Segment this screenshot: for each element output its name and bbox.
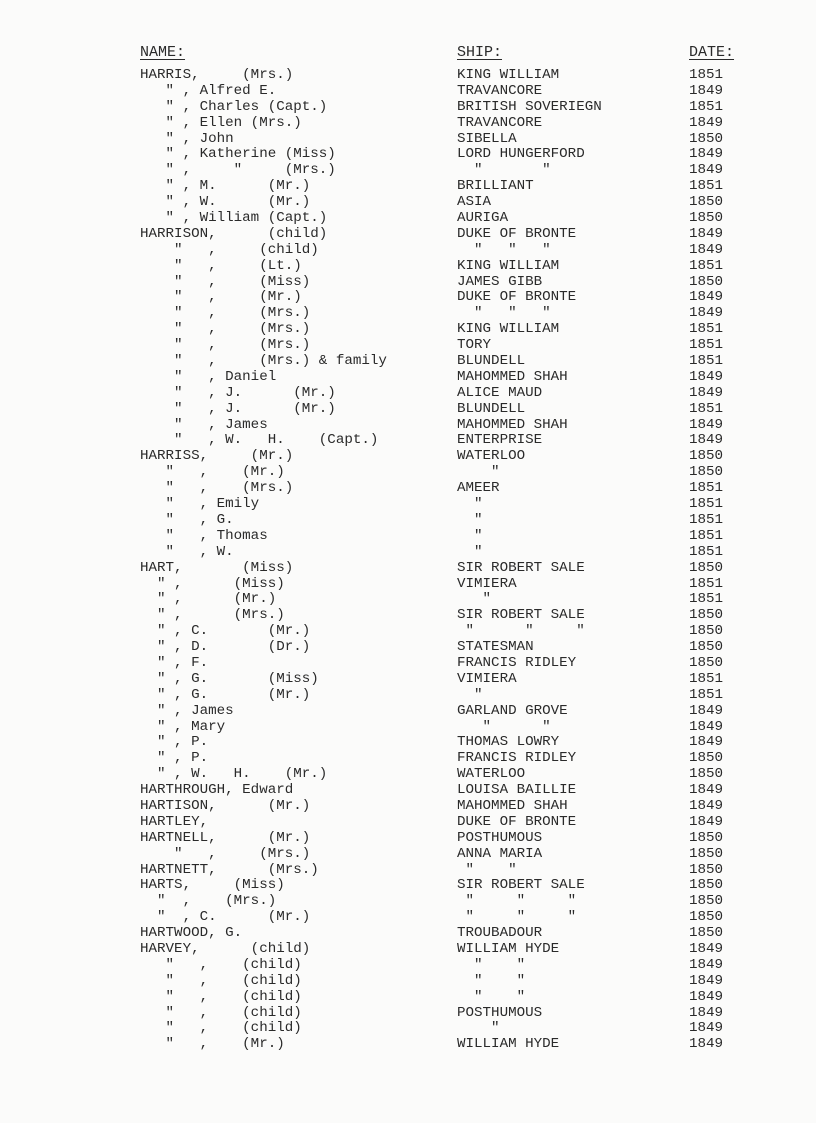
passenger-name: " , (Mrs.): [140, 321, 311, 338]
list-item: [0, 449, 816, 465]
list-item: [0, 132, 816, 148]
ship-name: FRANCIS RIDLEY: [457, 750, 577, 767]
ship-name: LOUISA BAILLIE: [457, 782, 577, 799]
list-item: [0, 751, 816, 767]
list-item: [0, 720, 816, 736]
arrival-date: 1850: [689, 654, 724, 671]
passenger-name: " , Thomas: [140, 527, 268, 544]
passenger-name: " , Mary: [140, 718, 226, 735]
ship-name: " ": [457, 956, 526, 973]
arrival-date: 1849: [689, 1004, 724, 1021]
arrival-date: 1849: [689, 956, 724, 973]
ship-name: ": [457, 591, 492, 608]
ship-name: " " ": [457, 305, 551, 322]
passenger-name: " , James: [140, 416, 268, 433]
arrival-date: 1849: [689, 225, 724, 242]
ship-name: ASIA: [457, 194, 492, 211]
passenger-name: " , M. (Mr.): [140, 178, 311, 195]
ship-name: LORD HUNGERFORD: [457, 146, 585, 163]
ship-name: AMEER: [457, 480, 500, 497]
list-item: [0, 990, 816, 1006]
ship-name: ": [457, 496, 483, 513]
passenger-name: " , " (Mrs.): [140, 162, 336, 179]
passenger-name: " , (Mrs.): [140, 845, 311, 862]
passenger-name: " , W. H. (Mr.): [140, 766, 328, 783]
list-item: [0, 1037, 816, 1053]
passenger-name: " , W. (Mr.): [140, 194, 311, 211]
ship-name: " " ": [457, 909, 577, 926]
ship-name: KING WILLIAM: [457, 67, 560, 83]
list-item: [0, 592, 816, 608]
ship-name: " ": [457, 972, 526, 989]
arrival-date: 1849: [689, 82, 724, 99]
passenger-name: " , C. (Mr.): [140, 623, 311, 640]
passenger-name: " , Ellen (Mrs.): [140, 114, 302, 131]
list-item: [0, 386, 816, 402]
list-item: [0, 1021, 816, 1037]
arrival-date: 1851: [689, 400, 724, 417]
date-column-header: DATE:: [689, 44, 735, 61]
list-item: [0, 227, 816, 243]
arrival-date: 1850: [689, 210, 724, 227]
arrival-date: 1851: [689, 575, 724, 592]
ship-name: DUKE OF BRONTE: [457, 225, 577, 242]
arrival-date: 1849: [689, 289, 724, 306]
ship-column-header: SHIP:: [457, 44, 503, 61]
passenger-name: " , G. (Mr.): [140, 686, 311, 703]
list-item: [0, 942, 816, 958]
passenger-name: HARTLEY,: [140, 813, 209, 830]
ship-name: POSTHUMOUS: [457, 1004, 543, 1021]
list-item: [0, 847, 816, 863]
passenger-name: HARVEY, (child): [140, 940, 311, 957]
list-item: [0, 275, 816, 291]
passenger-name: HART, (Miss): [140, 559, 294, 576]
arrival-date: 1849: [689, 813, 724, 830]
ship-name: WATERLOO: [457, 766, 526, 783]
ship-name: BRILLIANT: [457, 178, 534, 195]
passenger-name: " , (Lt.): [140, 257, 302, 274]
passenger-name: " , G.: [140, 511, 234, 528]
arrival-date: 1850: [689, 273, 724, 290]
arrival-date: 1849: [689, 782, 724, 799]
list-item: [0, 640, 816, 656]
list-item: [0, 306, 816, 322]
passenger-name: " , Emily: [140, 496, 260, 513]
arrival-date: 1849: [689, 114, 724, 131]
arrival-date: 1851: [689, 670, 724, 687]
list-item: [0, 370, 816, 386]
passenger-name: " , F.: [140, 654, 209, 671]
list-item: [0, 656, 816, 672]
passenger-name: " , J. (Mr.): [140, 400, 336, 417]
ship-name: " ": [457, 861, 517, 878]
passenger-name: " , Daniel: [140, 368, 277, 385]
ship-name: FRANCIS RIDLEY: [457, 654, 577, 671]
list-item: [0, 783, 816, 799]
ship-name: SIR ROBERT SALE: [457, 877, 585, 894]
ship-name: ": [457, 527, 483, 544]
arrival-date: 1849: [689, 1020, 724, 1037]
list-item: [0, 497, 816, 513]
ship-name: SIR ROBERT SALE: [457, 559, 585, 576]
passenger-name: " , (Mr.): [140, 289, 302, 306]
ship-name: TRAVANCORE: [457, 82, 543, 99]
arrival-date: 1851: [689, 67, 724, 83]
ship-name: ": [457, 511, 483, 528]
passenger-name: " , John: [140, 130, 234, 147]
arrival-date: 1851: [689, 257, 724, 274]
passenger-name: HARTWOOD, G.: [140, 925, 243, 942]
ship-name: THOMAS LOWRY: [457, 734, 560, 751]
passenger-name: " , (Mrs.): [140, 607, 285, 624]
arrival-date: 1849: [689, 432, 724, 449]
list-item: [0, 513, 816, 529]
list-item: [0, 1006, 816, 1022]
list-item: [0, 179, 816, 195]
arrival-date: 1849: [689, 384, 724, 401]
name-column-header: NAME:: [140, 44, 186, 61]
ship-name: SIR ROBERT SALE: [457, 607, 585, 624]
passenger-name: HARTNETT, (Mrs.): [140, 861, 319, 878]
arrival-date: 1849: [689, 305, 724, 322]
ship-name: " ": [457, 988, 526, 1005]
list-item: [0, 688, 816, 704]
arrival-date: 1849: [689, 940, 724, 957]
ship-name: WILLIAM HYDE: [457, 940, 560, 957]
ship-name: " " ": [457, 623, 585, 640]
arrival-date: 1849: [689, 162, 724, 179]
arrival-date: 1851: [689, 480, 724, 497]
passenger-name: " , (Mr.): [140, 1036, 285, 1053]
list-item: [0, 163, 816, 179]
ship-name: MAHOMMED SHAH: [457, 797, 568, 814]
list-item: [0, 608, 816, 624]
passenger-name: " , (Mrs.) & family: [140, 353, 387, 370]
passenger-name: " , Charles (Capt.): [140, 98, 328, 115]
passenger-name: HARTISON, (Mr.): [140, 797, 311, 814]
list-item: [0, 290, 816, 306]
list-item: [0, 259, 816, 275]
passenger-name: HARTNELL, (Mr.): [140, 829, 311, 846]
list-item: [0, 815, 816, 831]
ship-name: ": [457, 464, 500, 481]
arrival-date: 1849: [689, 1036, 724, 1053]
ship-name: MAHOMMED SHAH: [457, 368, 568, 385]
arrival-date: 1849: [689, 718, 724, 735]
passenger-name: " , W. H. (Capt.): [140, 432, 379, 449]
list-item: [0, 974, 816, 990]
passenger-name: " , J. (Mr.): [140, 384, 336, 401]
arrival-date: 1851: [689, 321, 724, 338]
arrival-date: 1850: [689, 829, 724, 846]
list-item: [0, 84, 816, 100]
list-item: [0, 561, 816, 577]
arrival-date: 1849: [689, 702, 724, 719]
list-item: [0, 195, 816, 211]
arrival-date: 1849: [689, 146, 724, 163]
arrival-date: 1850: [689, 194, 724, 211]
ship-name: ANNA MARIA: [457, 845, 543, 862]
arrival-date: 1851: [689, 527, 724, 544]
ship-name: BLUNDELL: [457, 400, 526, 417]
list-item: [0, 958, 816, 974]
passenger-name: " , (Mrs.): [140, 305, 311, 322]
passenger-list: [0, 68, 816, 1053]
arrival-date: 1851: [689, 178, 724, 195]
arrival-date: 1850: [689, 559, 724, 576]
arrival-date: 1850: [689, 639, 724, 656]
arrival-date: 1849: [689, 797, 724, 814]
list-item: [0, 100, 816, 116]
arrival-date: 1850: [689, 861, 724, 878]
list-item: [0, 831, 816, 847]
arrival-date: 1850: [689, 623, 724, 640]
ship-name: " ": [457, 162, 551, 179]
ship-name: ALICE MAUD: [457, 384, 543, 401]
arrival-date: 1849: [689, 988, 724, 1005]
ship-name: WILLIAM HYDE: [457, 1036, 560, 1053]
ship-name: BRITISH SOVERIEGN: [457, 98, 602, 115]
list-item: [0, 68, 816, 84]
arrival-date: 1851: [689, 353, 724, 370]
ship-name: GARLAND GROVE: [457, 702, 568, 719]
ship-name: WATERLOO: [457, 448, 526, 465]
list-item: [0, 481, 816, 497]
arrival-date: 1851: [689, 686, 724, 703]
arrival-date: 1850: [689, 607, 724, 624]
ship-name: KING WILLIAM: [457, 321, 560, 338]
ship-name: DUKE OF BRONTE: [457, 289, 577, 306]
ship-name: TRAVANCORE: [457, 114, 543, 131]
ship-name: BLUNDELL: [457, 353, 526, 370]
passenger-name: " , (Mrs.): [140, 480, 294, 497]
passenger-name: " , (child): [140, 241, 319, 258]
list-item: [0, 926, 816, 942]
arrival-date: 1849: [689, 241, 724, 258]
arrival-date: 1850: [689, 893, 724, 910]
list-item: [0, 767, 816, 783]
list-item: [0, 116, 816, 132]
list-item: [0, 878, 816, 894]
passenger-name: " , William (Capt.): [140, 210, 328, 227]
passenger-name: " , James: [140, 702, 234, 719]
passenger-name: " , Alfred E.: [140, 82, 277, 99]
list-item: [0, 147, 816, 163]
passenger-name: HARRISON, (child): [140, 225, 328, 242]
list-item: [0, 402, 816, 418]
passenger-name: " , G. (Miss): [140, 670, 319, 687]
passenger-name: " , (Mr.): [140, 464, 285, 481]
arrival-date: 1849: [689, 368, 724, 385]
list-item: [0, 338, 816, 354]
passenger-name: " , D. (Dr.): [140, 639, 311, 656]
arrival-date: 1850: [689, 845, 724, 862]
arrival-date: 1851: [689, 543, 724, 560]
ship-name: SIBELLA: [457, 130, 517, 147]
passenger-name: HARRIS, (Mrs.): [140, 67, 294, 83]
arrival-date: 1850: [689, 130, 724, 147]
passenger-name: " , (Mrs.): [140, 893, 277, 910]
ship-name: VIMIERA: [457, 670, 517, 687]
ship-name: STATESMAN: [457, 639, 534, 656]
list-item: [0, 863, 816, 879]
ship-name: ": [457, 686, 483, 703]
arrival-date: 1851: [689, 591, 724, 608]
ship-name: DUKE OF BRONTE: [457, 813, 577, 830]
arrival-date: 1849: [689, 734, 724, 751]
ship-name: ": [457, 543, 483, 560]
list-item: [0, 735, 816, 751]
passenger-name: " , (Mr.): [140, 591, 277, 608]
arrival-date: 1851: [689, 98, 724, 115]
passenger-name: " , W.: [140, 543, 234, 560]
arrival-date: 1850: [689, 877, 724, 894]
arrival-date: 1850: [689, 464, 724, 481]
ship-name: VIMIERA: [457, 575, 517, 592]
ship-name: " ": [457, 718, 551, 735]
list-item: [0, 545, 816, 561]
list-item: [0, 354, 816, 370]
passenger-name: HARTHROUGH, Edward: [140, 782, 294, 799]
passenger-name: " , (child): [140, 956, 302, 973]
passenger-name: " , (child): [140, 1004, 302, 1021]
arrival-date: 1850: [689, 766, 724, 783]
passenger-name: " , Katherine (Miss): [140, 146, 336, 163]
ship-name: ": [457, 1020, 500, 1037]
passenger-name: " , (Miss): [140, 273, 311, 290]
passenger-name: " , P.: [140, 734, 209, 751]
passenger-name: HARTS, (Miss): [140, 877, 285, 894]
list-item: [0, 433, 816, 449]
ship-name: KING WILLIAM: [457, 257, 560, 274]
passenger-name: " , (Miss): [140, 575, 285, 592]
list-item: [0, 624, 816, 640]
arrival-date: 1850: [689, 448, 724, 465]
list-item: [0, 799, 816, 815]
list-item: [0, 243, 816, 259]
passenger-name: " , P.: [140, 750, 209, 767]
ship-name: POSTHUMOUS: [457, 829, 543, 846]
arrival-date: 1850: [689, 750, 724, 767]
passenger-name: " , (Mrs.): [140, 337, 311, 354]
arrival-date: 1850: [689, 925, 724, 942]
list-item: [0, 910, 816, 926]
list-item: [0, 894, 816, 910]
list-item: [0, 465, 816, 481]
arrival-date: 1851: [689, 496, 724, 513]
list-item: [0, 211, 816, 227]
arrival-date: 1849: [689, 972, 724, 989]
list-item: [0, 529, 816, 545]
ship-name: " " ": [457, 241, 551, 258]
list-item: [0, 672, 816, 688]
arrival-date: 1851: [689, 511, 724, 528]
ship-name: AURIGA: [457, 210, 509, 227]
arrival-date: 1850: [689, 909, 724, 926]
arrival-date: 1849: [689, 416, 724, 433]
passenger-name: " , C. (Mr.): [140, 909, 311, 926]
passenger-name: " , (child): [140, 972, 302, 989]
ship-name: TROUBADOUR: [457, 925, 543, 942]
ship-name: MAHOMMED SHAH: [457, 416, 568, 433]
ship-name: JAMES GIBB: [457, 273, 543, 290]
passenger-name: " , (child): [140, 988, 302, 1005]
passenger-name: HARRISS, (Mr.): [140, 448, 294, 465]
list-item: [0, 322, 816, 338]
list-item: [0, 704, 816, 720]
list-item: [0, 418, 816, 434]
ship-name: ENTERPRISE: [457, 432, 543, 449]
list-item: [0, 577, 816, 593]
ship-name: TORY: [457, 337, 492, 354]
ship-name: " " ": [457, 893, 577, 910]
arrival-date: 1851: [689, 337, 724, 354]
passenger-name: " , (child): [140, 1020, 302, 1037]
